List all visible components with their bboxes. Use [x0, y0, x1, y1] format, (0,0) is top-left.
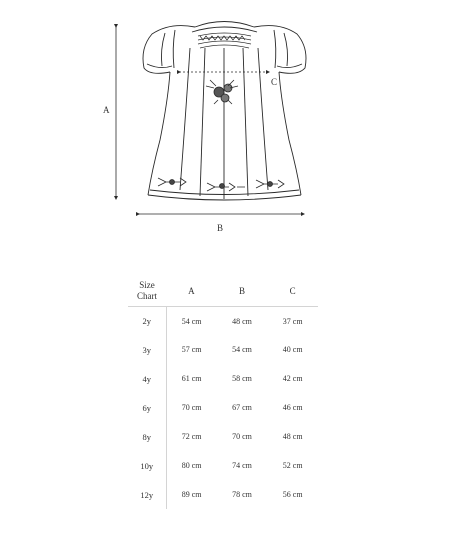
value-cell: 46 cm	[282, 403, 303, 412]
value-cell: 70 cm	[232, 432, 252, 441]
column-header-c: C	[267, 276, 318, 307]
value-cell: 70 cm	[181, 403, 202, 412]
dimension-label-a: A	[103, 105, 110, 115]
table-row	[128, 364, 318, 393]
size-cell: 4y	[128, 364, 166, 393]
value-cell: 48 cm	[282, 432, 303, 441]
size-chart-table	[128, 276, 318, 509]
value-cell: 42 cm	[282, 374, 303, 383]
table-row	[128, 480, 318, 509]
hem-embroidery	[158, 178, 284, 191]
size-cell: 3y	[128, 335, 166, 364]
value-cell: 37 cm	[282, 316, 303, 326]
value-cell: 61 cm	[181, 374, 202, 383]
size-chart-corner-line1: Size	[139, 280, 155, 290]
value-cell: 54 cm	[181, 316, 202, 326]
value-cell: 58 cm	[232, 374, 252, 383]
value-cell: 40 cm	[282, 345, 303, 354]
measurement-lines	[116, 26, 303, 214]
column-header-a: A	[166, 276, 217, 307]
dress-illustration	[0, 0, 457, 245]
value-cell: 72 cm	[181, 432, 202, 441]
table-row	[128, 451, 318, 480]
dimension-label-c: C	[271, 77, 278, 87]
table-row	[128, 307, 318, 336]
size-cell: 10y	[128, 451, 166, 480]
column-header-b: B	[217, 276, 268, 307]
value-cell: 74 cm	[232, 461, 252, 470]
size-chart-corner-line2: Chart	[137, 291, 157, 301]
size-cell: 8y	[128, 422, 166, 451]
value-cell: 48 cm	[232, 316, 252, 326]
value-cell: 57 cm	[181, 345, 202, 354]
dimension-label-b: B	[217, 223, 224, 233]
value-cell: 67 cm	[232, 403, 252, 412]
value-cell: 78 cm	[232, 490, 252, 499]
value-cell: 89 cm	[181, 490, 202, 499]
value-cell: 54 cm	[232, 345, 252, 354]
size-cell: 2y	[128, 307, 166, 336]
dress-outline	[143, 22, 306, 201]
value-cell: 56 cm	[282, 490, 303, 499]
smocking-band	[198, 33, 251, 48]
table-row	[128, 393, 318, 422]
table-row	[128, 422, 318, 451]
size-chart-header-row	[128, 276, 318, 307]
chest-embroidery	[206, 80, 238, 104]
size-cell: 6y	[128, 393, 166, 422]
value-cell: 80 cm	[181, 461, 202, 470]
size-cell: 12y	[128, 480, 166, 509]
size-chart-corner-label	[128, 276, 166, 307]
value-cell: 52 cm	[282, 461, 303, 470]
table-row	[128, 335, 318, 364]
